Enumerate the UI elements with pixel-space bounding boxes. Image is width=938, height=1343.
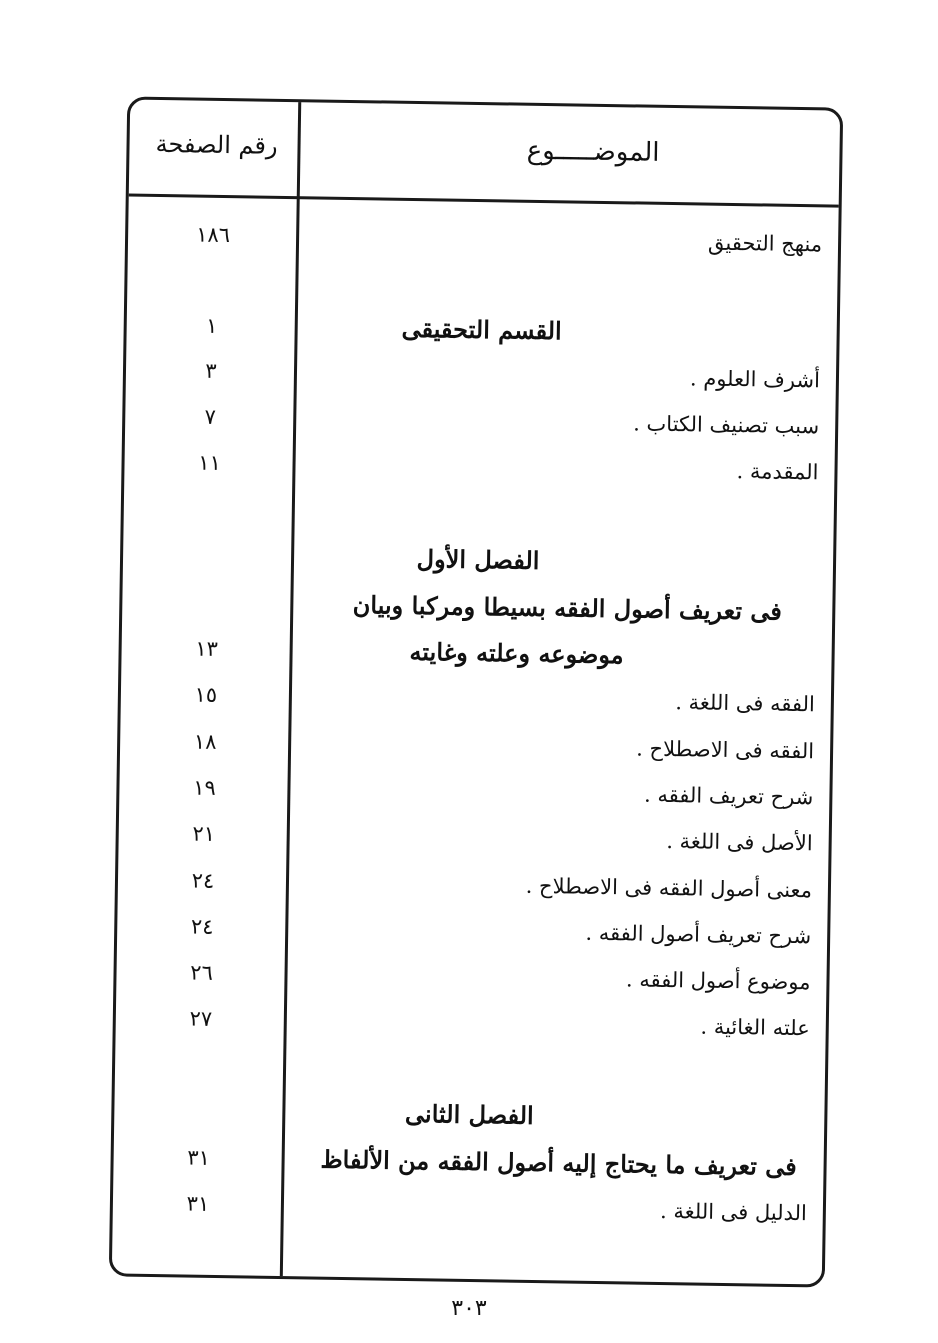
list-item [116, 951, 827, 1002]
entry-page [153, 582, 263, 584]
entry-page: ١٨ [193, 729, 217, 754]
entry-title: الأصل فى اللغة . [666, 829, 813, 856]
list-item [126, 349, 837, 400]
entry-page: ١٥ [194, 682, 218, 707]
entry-title: منهج التحقيق [707, 230, 823, 257]
table-of-contents-frame [109, 96, 843, 1287]
entry-title: سبب تصنيف الكتاب . [632, 411, 820, 439]
entry-page: ٢٤ [191, 868, 215, 893]
entry-page: ٣١ [187, 1145, 211, 1170]
list-item [122, 581, 833, 632]
entry-page: ١ [205, 313, 218, 338]
entry-title: علته الغائية . [700, 1014, 810, 1041]
chapter-subtitle: فى تعريف أصول الفقه بسيطا ومركبا وبيان [352, 590, 783, 626]
entry-title: شرح تعريف أصول الفقه . [585, 920, 812, 949]
list-item [118, 812, 829, 863]
chapter-heading: الفصل الثانى [404, 1098, 534, 1130]
header-divider [129, 193, 839, 207]
entry-title: موضوع أصول الفقه . [625, 967, 811, 995]
list-item [120, 720, 831, 771]
chapter-subtitle: موضوعه وعلته وغايته [409, 636, 624, 670]
entry-page: ٣١ [186, 1191, 210, 1216]
entry-page: ٣ [205, 358, 217, 383]
entry-title: الدليل فى اللغة . [659, 1198, 808, 1226]
list-item [116, 997, 827, 1048]
list-item [119, 766, 830, 817]
entry-page [145, 1090, 255, 1092]
chapter-subtitle: فى تعريف ما يحتاج إليه أصول الفقه من الألفاظ [320, 1144, 797, 1182]
entry-page: ١١ [198, 450, 222, 475]
list-item [126, 304, 837, 355]
entry-page: ٧ [204, 404, 217, 429]
list-item [121, 673, 832, 724]
entry-page: ٢١ [192, 821, 216, 846]
list-item [124, 441, 835, 492]
chapter-heading: الفصل الأول [416, 544, 540, 575]
column-header-page-number: رقم الصفحة [155, 129, 278, 160]
entry-title: شرح تعريف الفقه . [643, 782, 814, 810]
list-item [123, 534, 834, 585]
entry-title: أشرف العلوم . [689, 366, 821, 393]
entry-page: ٢٤ [190, 914, 214, 939]
list-item [128, 213, 839, 264]
entry-page: ١٨٦ [196, 222, 231, 248]
column-header-topic: الموضـــــوع [526, 135, 660, 168]
list-item [113, 1136, 824, 1187]
list-item [114, 1089, 825, 1140]
entry-page: ٢٦ [190, 960, 214, 985]
entry-page: ١٣ [195, 636, 219, 661]
list-item [117, 905, 828, 956]
page-number: ٣٠٣ [451, 1296, 487, 1321]
entry-page: ٢٧ [189, 1006, 213, 1031]
list-item [121, 627, 832, 678]
list-item [118, 859, 829, 910]
entry-title: المقدمة . [736, 459, 819, 485]
section-heading: القسم التحقيقى [401, 313, 562, 346]
entry-title: معنى أصول الفقه فى الاصطلاح . [525, 873, 813, 903]
entry-page: ١٩ [192, 775, 216, 800]
entry-title: الفقه فى الاصطلاح . [636, 736, 815, 764]
list-item [113, 1182, 824, 1233]
list-item [125, 395, 836, 446]
entry-page [153, 535, 263, 537]
entry-title: الفقه فى اللغة . [675, 690, 816, 717]
